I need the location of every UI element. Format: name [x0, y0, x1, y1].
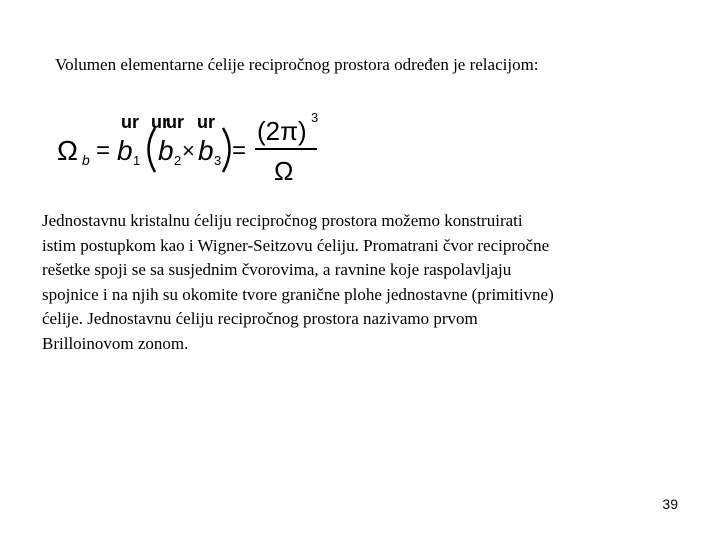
paragraph-line-6: Brilloinovom zonom.: [42, 333, 189, 353]
formula-b2: b: [158, 135, 174, 166]
paragraph-line-5: ćelije. Jednostavnu ćeliju recipročnog prostora nazivamo prvom: [42, 309, 478, 328]
reciprocal-cell-volume-formula: [55, 108, 355, 188]
formula-right-paren: [223, 128, 230, 172]
formula-sub-1: 1: [133, 153, 141, 168]
formula-vector-mark-4: ur: [197, 112, 215, 132]
paragraph-line-2: istim postupkom kao i Wigner-Seitzovu ćeliju. Promatrani čvor recipročne: [42, 235, 550, 255]
formula-denominator: Ω: [274, 156, 294, 186]
formula-graphic: [55, 108, 355, 188]
body-paragraph: [42, 209, 682, 356]
formula-b3: b: [198, 135, 214, 166]
formula-b1: b: [117, 135, 133, 166]
formula-left-paren: [149, 128, 156, 172]
formula-equals-1: =: [96, 137, 111, 164]
formula-equals-2: =: [232, 137, 247, 164]
formula-omega: Ω: [57, 135, 78, 166]
formula-subscript-b: b: [82, 152, 90, 168]
formula-sub-2: 2: [174, 153, 182, 168]
intro-text: Volumen elementarne ćelije recipročnog prostora određen je relacijom:: [55, 55, 539, 74]
formula-vector-mark-3: ur: [166, 112, 184, 132]
formula-vector-mark-1: ur: [121, 112, 139, 132]
page-number: 39: [662, 496, 678, 512]
formula-times: ×: [182, 138, 195, 163]
paragraph-line-4: spojnice i na njih su okomite tvore granične plohe jednostavne (primitivne): [42, 284, 554, 304]
formula-numerator: (2π): [257, 116, 307, 146]
formula-vector-mark-2: ur: [151, 112, 169, 132]
paragraph-line-3: rešetke spoji se sa susjednim čvorovima, a ravnine koje raspolavljaju: [42, 260, 512, 279]
formula-sub-3: 3: [214, 153, 222, 168]
paragraph-line-1: Jednostavnu kristalnu ćeliju recipročnog prostora možemo konstruirati: [42, 211, 523, 230]
formula-exponent: 3: [311, 110, 319, 125]
